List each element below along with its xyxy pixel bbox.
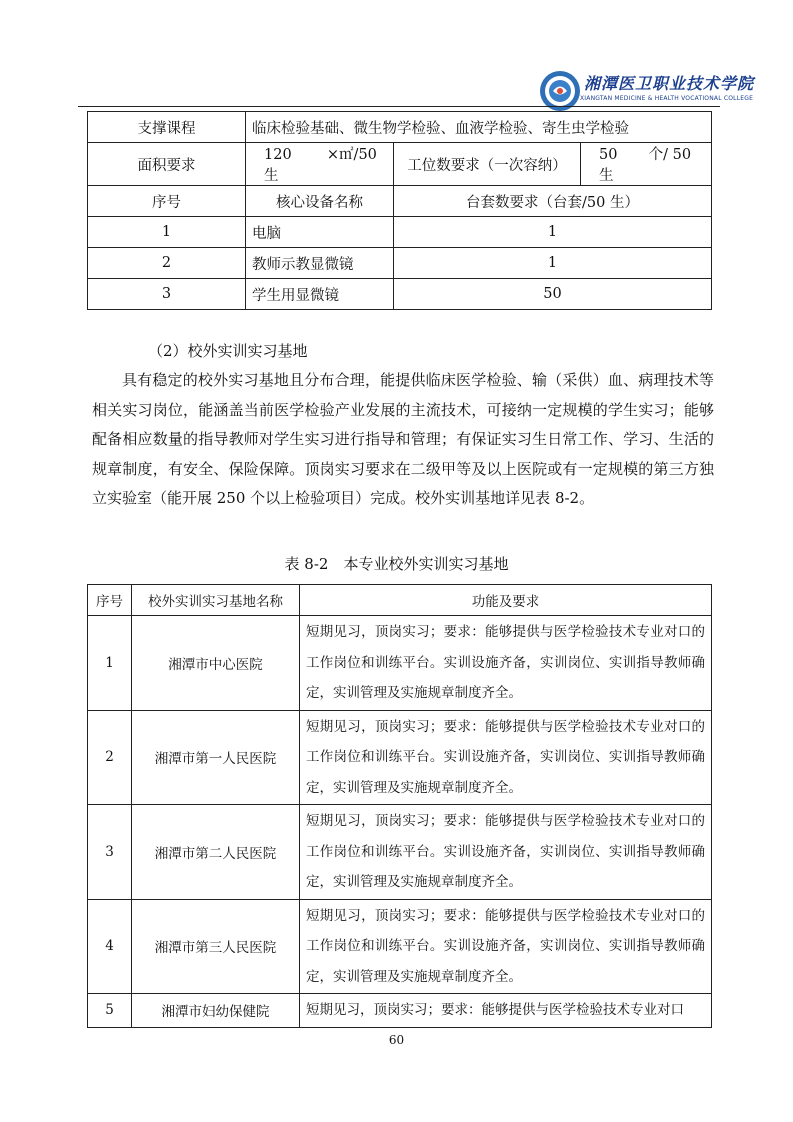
row-req: 短期见习，顶岗实习；要求：能够提供与医学检验技术专业对口的工作岗位和训练平台。实训设施齐备，实训岗位、实训指导教师确定，实训管理及实施规章制度齐全。 — [300, 899, 712, 994]
school-name-en: XIANGTAN MEDICINE & HEALTH VOCATIONAL COLLEGE — [580, 95, 754, 102]
table-header-row — [88, 186, 712, 217]
row-req: 短期见习，顶岗实习；要求：能够提供与医学检验技术专业对口的工作岗位和训练平台。实训设施齐备，实训岗位、实训指导教师确定，实训管理及实施规章制度齐全。 — [300, 710, 712, 805]
table-row — [88, 217, 712, 248]
table-row — [88, 710, 712, 805]
row-name: 湘潭市第三人民医院 — [132, 899, 300, 994]
equipment-table — [87, 111, 712, 310]
row-name: 湘潭市第二人民医院 — [132, 805, 300, 900]
row-seq: 2 — [88, 248, 246, 279]
row-qty: 1 — [394, 217, 712, 248]
table-caption: 表 8-2 本专业校外实训实习基地 — [284, 555, 509, 573]
area-value — [246, 143, 394, 186]
row-name: 湘潭市第一人民医院 — [132, 710, 300, 805]
section-paragraph: 具有稳定的校外实习基地且分布合理，能提供临床医学检验、输（采供）血、病理技术等相关实习岗位，能涵盖当前医学检验产业发展的主流技术，可接纳一定规模的学生实习；能够配备相应数量的指导教师对学生实习进行指导和管理；有保证实习生日常工作、学习、生活的规章制度，有安全、保险保障。顶岗实习要求在二级甲等及以上医院或有一定规模的第三方独立实验室（能开展 250 个以上检验项目）完成。校外实训基地详见表 8-2。 — [92, 371, 714, 507]
row-qty: 50 — [394, 279, 712, 310]
row-qty: 1 — [394, 248, 712, 279]
col-req: 功能及要求 — [300, 585, 712, 616]
table-row — [88, 143, 712, 186]
area-num: 120 — [264, 147, 292, 163]
col-seq: 序号 — [88, 186, 246, 217]
section-heading: （2）校外实训实习基地 — [148, 342, 308, 360]
row-seq: 2 — [88, 710, 132, 805]
station-num: 50 — [599, 147, 618, 163]
header-divider — [78, 106, 720, 107]
station-value — [581, 143, 712, 186]
col-equipment: 核心设备名称 — [246, 186, 394, 217]
table-row — [88, 112, 712, 143]
table-header-row — [88, 585, 712, 616]
training-base-table — [87, 584, 712, 1028]
table-row — [88, 899, 712, 994]
col-seq: 序号 — [88, 585, 132, 616]
area-label: 面积要求 — [88, 143, 246, 186]
station-unit: 个/ 50 生 — [599, 147, 692, 184]
row-name: 湘潭市妇幼保健院 — [132, 994, 300, 1028]
row-seq: 3 — [88, 279, 246, 310]
col-name: 校外实训实习基地名称 — [132, 585, 300, 616]
row-equipment: 教师示教显微镜 — [246, 248, 394, 279]
support-label: 支撑课程 — [88, 112, 246, 143]
table-row — [88, 279, 712, 310]
row-name: 湘潭市中心医院 — [132, 616, 300, 711]
row-equipment: 学生用显微镜 — [246, 279, 394, 310]
table-row — [88, 616, 712, 711]
row-equipment: 电脑 — [246, 217, 394, 248]
row-seq: 1 — [88, 217, 246, 248]
table-row — [88, 248, 712, 279]
table-row — [88, 994, 712, 1028]
station-label: 工位数要求（一次容纳） — [394, 143, 581, 186]
support-value: 临床检验基础、微生物学检验、血液学检验、寄生虫学检验 — [246, 112, 712, 143]
col-qty: 台套数要求（台套/50 生） — [394, 186, 712, 217]
row-seq: 3 — [88, 805, 132, 900]
row-seq: 4 — [88, 899, 132, 994]
row-req: 短期见习，顶岗实习；要求：能够提供与医学检验技术专业对口的工作岗位和训练平台。实训设施齐备，实训岗位、实训指导教师确定，实训管理及实施规章制度齐全。 — [300, 616, 712, 711]
row-req: 短期见习，顶岗实习；要求：能够提供与医学检验技术专业对口的工作岗位和训练平台。实训设施齐备，实训岗位、实训指导教师确定，实训管理及实施规章制度齐全。 — [300, 805, 712, 900]
area-unit: ×㎡/50 生 — [264, 147, 377, 184]
school-name: 湘潭医卫职业技术学院 — [584, 74, 755, 93]
row-seq: 5 — [88, 994, 132, 1028]
row-seq: 1 — [88, 616, 132, 711]
row-req: 短期见习，顶岗实习；要求：能够提供与医学检验技术专业对口 — [300, 994, 712, 1028]
table-row — [88, 805, 712, 900]
page-number: 60 — [388, 1033, 405, 1047]
